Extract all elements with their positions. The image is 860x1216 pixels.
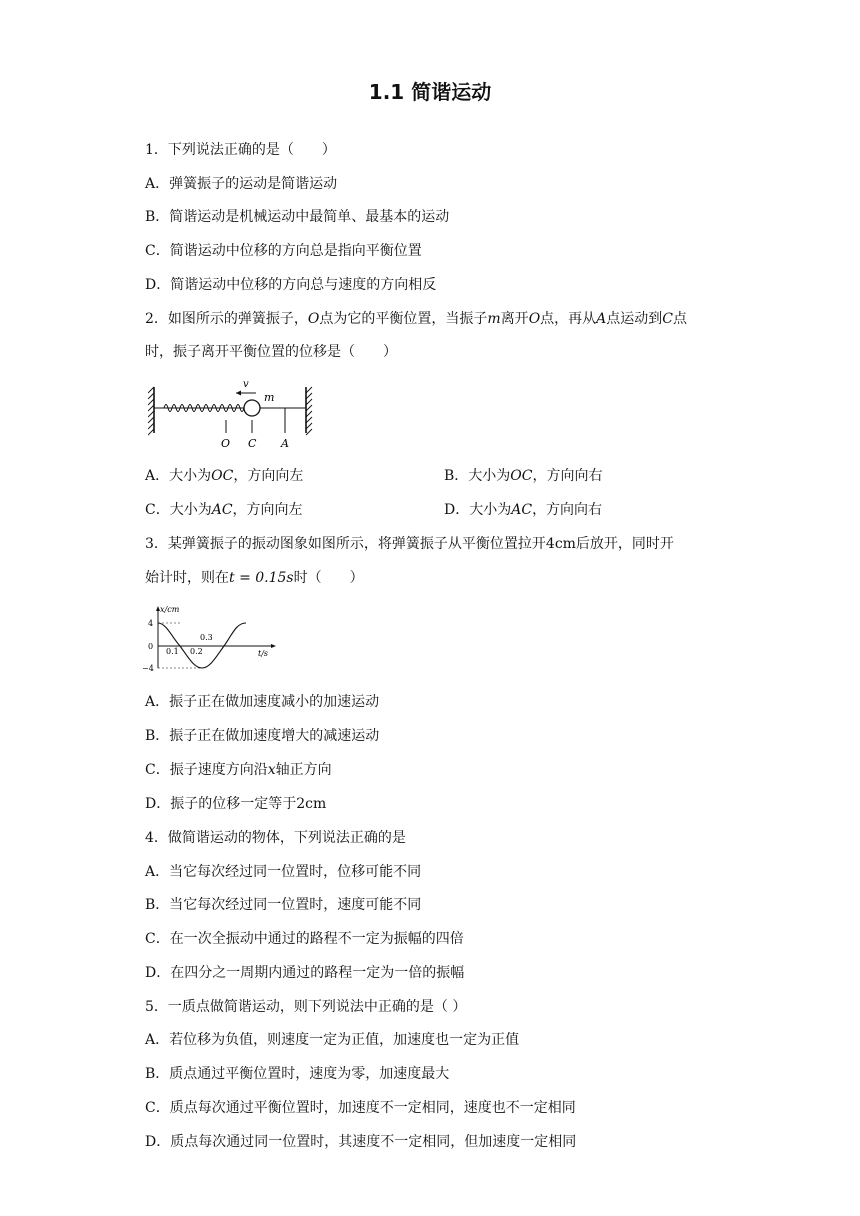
t-tick-0.3: 0.3 <box>200 633 213 642</box>
q3-var-x: x <box>267 762 276 778</box>
q2-text: 点运动到 <box>606 311 663 327</box>
question-3-stem-line1: 3．某弹簧振子的振动图象如图所示，将弹簧振子从平衡位置拉开4cm后放开，同时开 <box>145 536 674 552</box>
y-tick-0: 0 <box>148 642 154 651</box>
q2-text: 点为它的平衡位置，当振子 <box>319 311 488 327</box>
question-3-option-c <box>145 761 332 779</box>
label-c: C <box>248 437 257 450</box>
question-1-option-d: D．简谐运动中位移的方向总与速度的方向相反 <box>145 277 437 293</box>
t-axis-label: t/s <box>258 649 269 658</box>
label-a: A <box>281 437 289 450</box>
left-wall-hatch <box>148 387 154 435</box>
q2-option-text: ，方向向左 <box>233 468 304 484</box>
t-tick-0.1: 0.1 <box>166 647 179 656</box>
q3-text: 始计时，则在 <box>145 570 229 586</box>
q2-var-o: O <box>528 311 541 327</box>
question-5-option-d: D．质点每次通过同一位置时，其速度不一定相同，但加速度一定相同 <box>145 1134 577 1150</box>
y-tick-neg4: −4 <box>142 664 154 672</box>
question-2-stem-line2: 时，振子离开平衡位置的位移是（ ） <box>145 344 397 360</box>
question-2-option-b <box>444 467 603 485</box>
question-2-option-d <box>444 501 602 519</box>
page-title: 1.1 简谐运动 <box>368 80 492 104</box>
question-3-option-d: D．振子的位移一定等于2cm <box>145 796 327 812</box>
q2-var-c: C <box>662 311 674 327</box>
question-1-option-b: B．简谐运动是机械运动中最简单、最基本的运动 <box>145 209 450 225</box>
q2-text: 点，再从 <box>540 311 597 327</box>
mass-ball <box>244 400 260 416</box>
question-3-stem-line2 <box>145 569 364 587</box>
question-1-stem: 1．下列说法正确的是（ ） <box>145 142 336 158</box>
q2-option-text: ，方向向右 <box>532 468 603 484</box>
question-3-option-b: B．振子正在做加速度增大的减速运动 <box>145 728 380 744</box>
q2-segment: AC <box>211 502 233 518</box>
q3-equation: t = 0.15s <box>229 570 294 586</box>
mass-label: m <box>264 391 275 404</box>
question-2-stem-line1 <box>145 310 687 328</box>
t-axis-arrow <box>271 644 276 648</box>
q2-text: 离开 <box>500 311 529 327</box>
q2-var-a: A <box>596 311 607 327</box>
q2-var-m: m <box>487 311 501 327</box>
y-axis-label: x/cm <box>160 605 180 614</box>
q2-option-text: A．大小为 <box>145 468 212 484</box>
q2-segment: AC <box>511 502 533 518</box>
q2-text: 2．如图所示的弹簧振子， <box>145 311 308 327</box>
question-5-stem: 5．一质点做简谐运动，则下列说法中正确的是（ ） <box>145 999 467 1015</box>
q2-option-text: D．大小为 <box>444 502 512 518</box>
q2-text: 点 <box>673 311 688 327</box>
question-3-option-a: A．振子正在做加速度减小的加速运动 <box>145 694 380 710</box>
question-4-stem: 4．做简谐运动的物体，下列说法正确的是 <box>145 830 406 846</box>
t-tick-0.2: 0.2 <box>190 647 203 656</box>
question-5-option-c: C．质点每次通过平衡位置时，加速度不一定相同，速度也不一定相同 <box>145 1100 576 1116</box>
question-2-option-a <box>145 467 303 485</box>
q3-option-text: 轴正方向 <box>275 762 332 778</box>
q2-option-text: C．大小为 <box>145 502 212 518</box>
velocity-label: v <box>243 379 249 390</box>
question-2-option-c <box>145 501 303 519</box>
q2-segment: OC <box>211 468 234 484</box>
right-wall-hatch <box>306 387 312 435</box>
q2-option-text: ，方向向右 <box>532 502 603 518</box>
spring-oscillator-figure <box>148 375 318 453</box>
question-5-option-b: B．质点通过平衡位置时，速度为零，加速度最大 <box>145 1066 450 1082</box>
question-1-option-a: A．弹簧振子的运动是简谐运动 <box>145 176 338 192</box>
question-1-option-c: C．简谐运动中位移的方向总是指向平衡位置 <box>145 243 422 259</box>
q3-option-text: C．振子速度方向沿 <box>145 762 268 778</box>
q3-text: 时（ ） <box>293 570 364 586</box>
vibration-graph <box>140 602 280 672</box>
question-4-option-d: D．在四分之一周期内通过的路程一定为一倍的振幅 <box>145 965 465 981</box>
q2-option-text: ，方向向左 <box>232 502 303 518</box>
question-4-option-c: C．在一次全振动中通过的路程不一定为振幅的四倍 <box>145 931 464 947</box>
velocity-arrow-head <box>236 391 241 396</box>
q2-segment: OC <box>510 468 533 484</box>
question-4-option-a: A．当它每次经过同一位置时，位移可能不同 <box>145 864 422 880</box>
label-o: O <box>221 437 231 450</box>
q2-var-o: O <box>307 311 320 327</box>
question-5-option-a: A．若位移为负值，则速度一定为正值，加速度也一定为正值 <box>145 1032 520 1048</box>
y-tick-4: 4 <box>148 619 154 628</box>
q2-option-text: B．大小为 <box>444 468 511 484</box>
question-4-option-b: B．当它每次经过同一位置时，速度可能不同 <box>145 897 422 913</box>
